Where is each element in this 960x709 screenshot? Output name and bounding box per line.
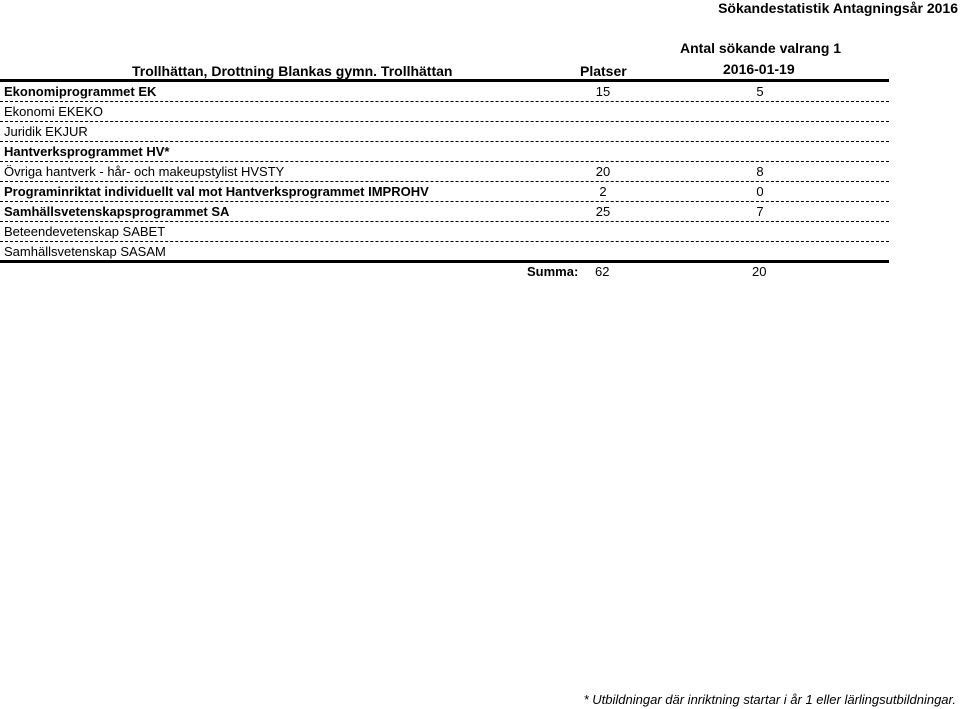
summary-label: Summa: [527,264,579,279]
platser-value: 2 [599,184,607,199]
report-title: Sökandestatistik Antagningsår 2016 [718,0,958,16]
program-name: Samhällsvetenskap SASAM [4,244,166,259]
summary-antal: 20 [752,264,767,279]
program-name: Programinriktat individuellt val mot Hantverksprogrammet IMPROHV [4,184,429,199]
table-row [0,122,889,142]
antal-value: 8 [756,164,764,179]
program-name: Ekonomiprogrammet EK [4,84,157,99]
table-row [0,222,889,242]
program-name: Övriga hantverk - hår- och makeupstylist HVSTY [4,164,285,179]
table-row [0,142,889,162]
table-row [0,242,889,261]
program-name: Juridik EKJUR [4,124,88,139]
platser-value: 15 [595,84,611,99]
platser-value: 20 [595,164,611,179]
antal-value: 5 [756,84,764,99]
antal-value: 0 [756,184,764,199]
antal-value: 7 [756,204,764,219]
column-header-date: 2016-01-19 [723,61,795,77]
table-row [0,162,889,182]
program-name: Hantverksprogrammet HV* [4,144,170,159]
program-name: Samhällsvetenskapsprogrammet SA [4,204,230,219]
footnote: * Utbildningar där inriktning startar i år 1 eller lärlingsutbildningar. [583,692,956,707]
school-location: Trollhättan, Drottning Blankas gymn. Trollhättan [132,63,453,79]
column-header-antal: Antal sökande valrang 1 [680,40,842,56]
table-row [0,202,889,222]
summary-rule [0,260,889,263]
table-row [0,182,889,202]
column-header-platser: Platser [580,63,627,79]
summary-platser: 62 [595,264,610,279]
table-row [0,102,889,122]
table-row [0,82,889,102]
program-table [0,82,889,261]
platser-value: 25 [595,204,611,219]
program-name: Ekonomi EKEKO [4,104,103,119]
program-name: Beteendevetenskap SABET [4,224,166,239]
